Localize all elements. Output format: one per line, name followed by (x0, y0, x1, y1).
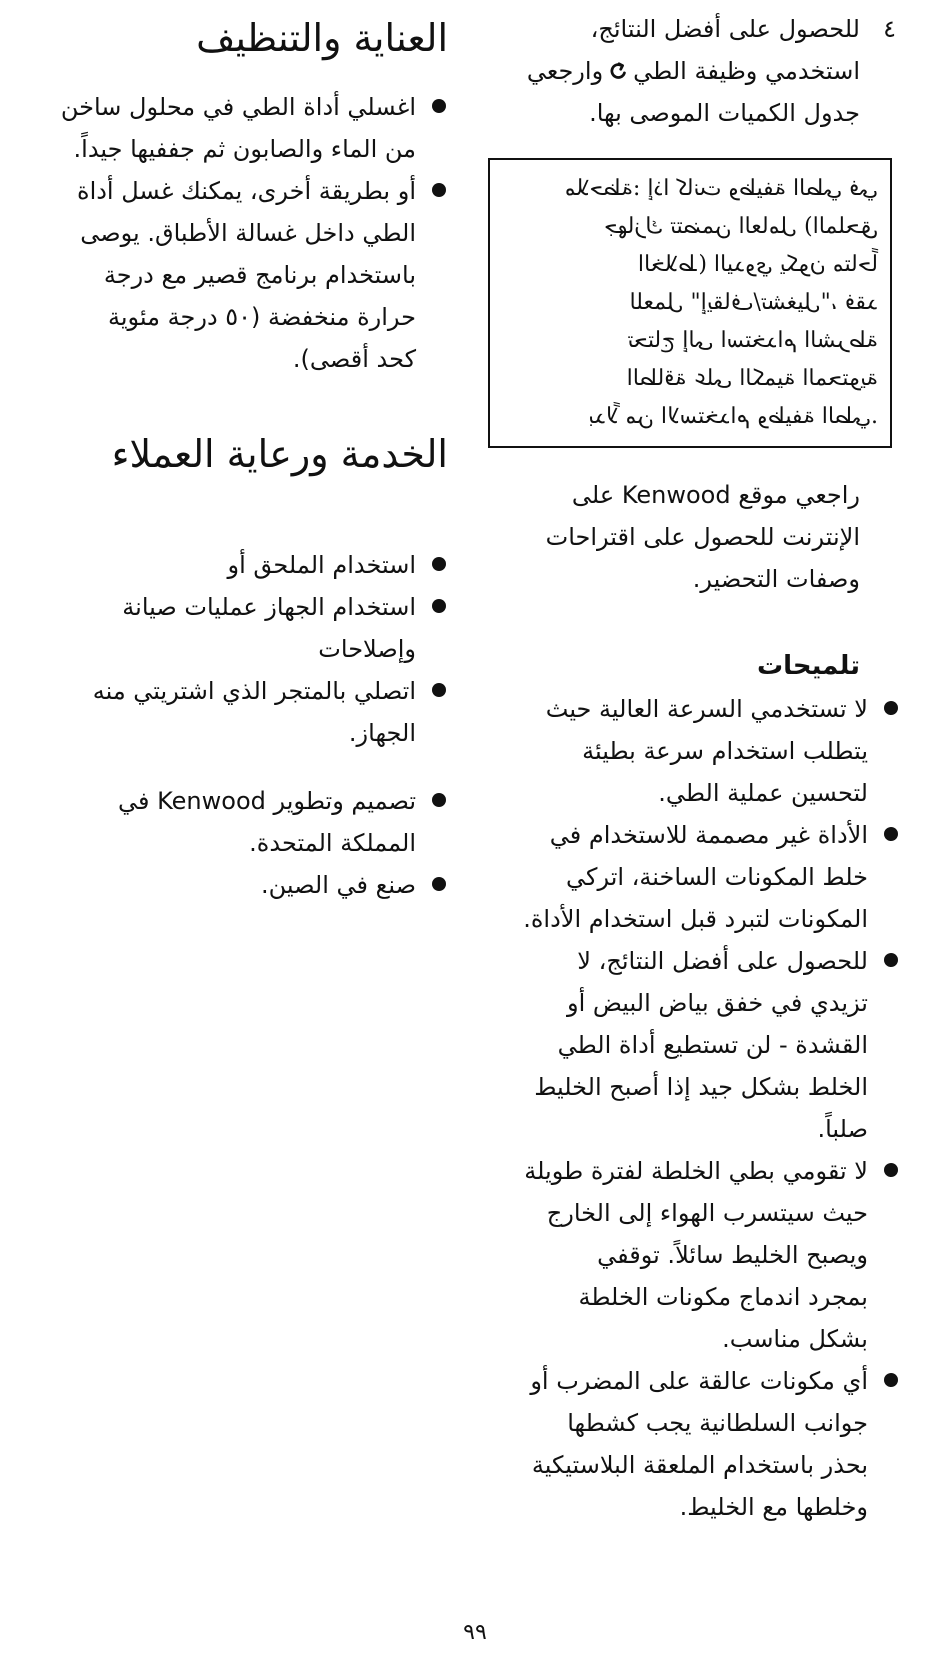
care-line: أو بطريقة أخرى، يمكنك غسل أداة (77, 177, 416, 205)
website-line: راجعي موقع Kenwood على (571, 481, 860, 509)
tip-line: حيث سيتسرب الهواء إلى الخارج (546, 1199, 868, 1227)
tips-list (490, 688, 900, 1528)
tip-line: بشكل مناسب. (722, 1325, 868, 1353)
tip-line: جوانب السلطانية يجب كشطها (567, 1409, 868, 1437)
service-line: الجهاز. (348, 719, 416, 747)
care-line: حرارة منخفضة (٥٠ درجة مئوية (107, 303, 416, 331)
tip-line: خلط المكونات الساخنة، اتركي (566, 863, 868, 891)
note-line: للعمل "إيقاف/تشغيل"، فقد (629, 290, 878, 315)
service-line: تصميم وتطوير Kenwood في (118, 787, 416, 815)
service-line: استخدام الجهاز عمليات صيانة (122, 593, 416, 621)
service-item (8, 544, 448, 586)
tip-line: يتطلب استخدام سرعة بطيئة (582, 737, 868, 765)
care-line: كحد أقصى). (292, 345, 416, 373)
service-line: وإصلاحات (318, 635, 416, 663)
website-line: الإنترنت للحصول على اقتراحات (545, 523, 860, 551)
note-line: الخلاط) اليدوي يكون متاحاً (637, 252, 878, 277)
step-4-line-3: جدول الكميات الموصى بها. (589, 99, 860, 127)
website-paragraph (490, 474, 900, 600)
tip-item (490, 814, 900, 940)
note-line: تحتاج إلى استخدام الشرطة (627, 328, 878, 353)
page-number: ٩٩ (463, 1620, 487, 1645)
tip-line: تزيدي في خفق بياض البيض أو (567, 989, 868, 1017)
note-line: بدلاً من الاستخدام وظيفة الطي. (588, 404, 878, 429)
tip-line: بمجرد اندماج مكونات الخلطة (578, 1283, 868, 1311)
tip-item (490, 1150, 900, 1360)
step-4-line-1: للحصول على أفضل النتائج، (590, 15, 860, 43)
care-line: الطي داخل غسالة الأطباق. يوصى (80, 219, 416, 247)
care-list (8, 86, 448, 380)
care-item (8, 170, 448, 380)
step-4-line-2-end: وارجعي (526, 57, 604, 85)
service-item (8, 670, 448, 754)
tip-line: لتحسين عملية الطي. (658, 779, 868, 807)
service-line: المملكة المتحدة. (249, 829, 416, 857)
tips-heading: تلميحات (756, 651, 860, 681)
note-line: الطاقة على الكمية المحتوية (626, 366, 878, 391)
service-line: استخدام الملحق أو (227, 551, 416, 579)
care-heading: العناية والتنظيف (196, 16, 448, 60)
service-heading: الخدمة ورعاية العملاء (111, 432, 448, 476)
tip-line: أي مكونات عالقة على المضرب أو (530, 1367, 868, 1395)
tip-item (490, 1360, 900, 1528)
tip-item (490, 940, 900, 1150)
tip-line: المكونات لتبرد قبل استخدام الأداة. (523, 905, 868, 933)
service-line: اتصلي بالمتجر الذي اشتريتي منه (92, 677, 416, 705)
fold-circular-arrow-icon (607, 61, 629, 83)
tip-line: بحذر باستخدام الملعقة البلاستيكية (531, 1451, 868, 1479)
tip-line: لا تستخدمي السرعة العالية حيث (545, 695, 868, 723)
mirrored-note-box (488, 158, 892, 448)
tip-line: الخلط بشكل جيد إذا أصبح الخليط (534, 1073, 868, 1101)
service-item (8, 780, 448, 864)
right-column (490, 8, 900, 1528)
service-item (8, 586, 448, 670)
tip-line: القشدة - لن تستطيع أداة الطي (557, 1031, 868, 1059)
tip-line: ويصبح الخليط سائلاً. توقفي (597, 1241, 868, 1269)
care-line: اغسلي أداة الطي في محلول ساخن (60, 93, 416, 121)
care-line: باستخدام برنامج قصير مع درجة (103, 261, 416, 289)
step-number: ٤ (883, 15, 896, 43)
service-item (8, 864, 448, 906)
tip-line: صلباً. (817, 1115, 868, 1143)
step-4-line-2-text: استخدمي وظيفة الطي (633, 57, 860, 85)
tip-line: وخلطها مع الخليط. (679, 1493, 868, 1521)
left-column (8, 8, 448, 906)
tip-line: للحصول على أفضل النتائج، لا (577, 947, 868, 975)
service-line: صنع في الصين. (260, 871, 416, 899)
tip-line: لا تقومي بطي الخلطة لفترة طويلة (524, 1157, 868, 1185)
service-list (8, 544, 448, 906)
step-4-line-2 (490, 50, 860, 92)
step-4 (490, 8, 900, 134)
note-line: جهازك تتضمن العامل (الملحق (603, 214, 878, 239)
website-line: وصفات التحضير. (692, 565, 860, 593)
care-line: من الماء والصابون ثم جففيها جيداً. (73, 135, 416, 163)
note-line: ملاحظة: إذا كانت وظيفة الطي في (564, 176, 878, 201)
tip-line: الأداة غير مصممة للاستخدام في (549, 821, 868, 849)
care-item (8, 86, 448, 170)
tip-item (490, 688, 900, 814)
